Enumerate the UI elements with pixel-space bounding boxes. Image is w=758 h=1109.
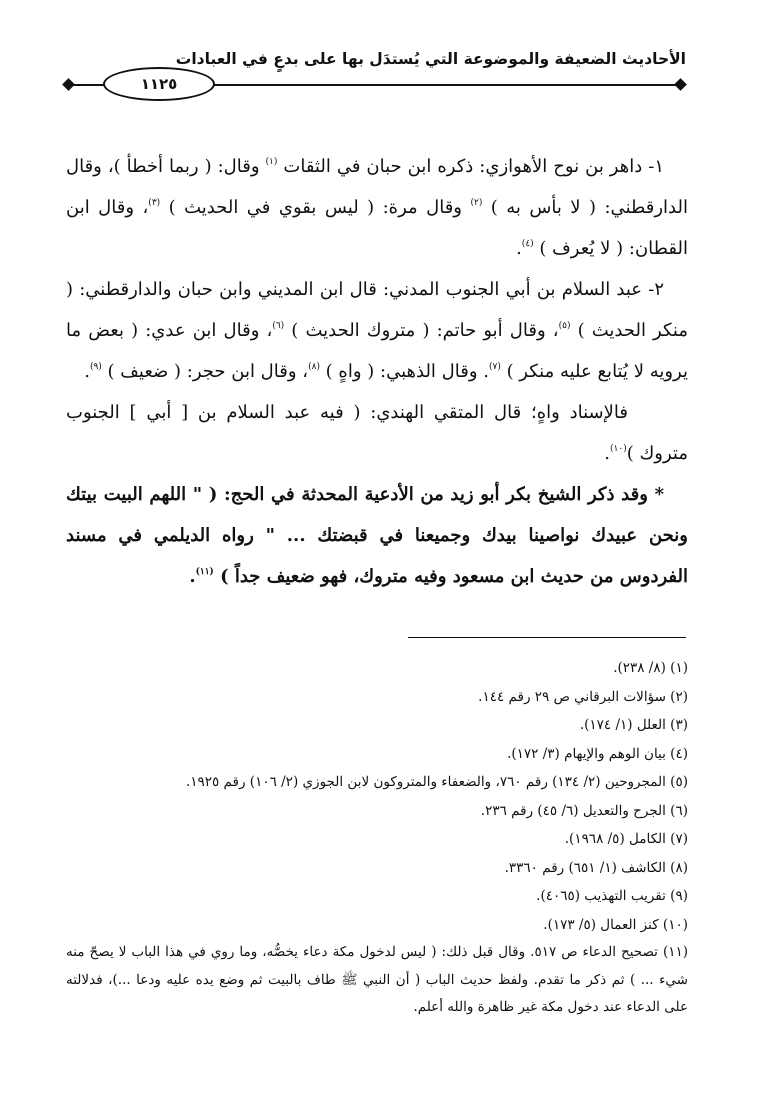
footnote-7: (٧) الكامل (٥/ ١٩٦٨).: [564, 831, 688, 847]
supplementary-note: * وقد ذكر الشيخ بكر أبو زيد من الأدعية المحدثة في الحج: ( " اللهم البيت بيتك ونحن عبيدك نواصينا بيدك وجميعنا في قبضتك ... " رواه الديلمي في مسند الفردوس من حديث ابن مسعود وفيه متروك، فهو ضعيف جداً ) $^{(١١)}$.: [66, 484, 688, 587]
footnote-ref-6[interactable]: (٦): [272, 321, 285, 331]
footnote-5: (٥) المجروحين (٢/ ١٣٤) رقم ٧٦٠، والضعفاء والمتروكون لابن الجوزي (٢/ ١٠٦) رقم ١٩٢٥.: [185, 774, 688, 790]
footnote-ref-5[interactable]: (٥): [558, 321, 571, 331]
isnad-conclusion: فالإسناد واهٍ؛ قال المتقي الهندي: ( فيه عبد السلام بن [ أبي ] الجنوب متروك )$^{(١٠)}$.: [66, 402, 688, 464]
footnote-ref-9[interactable]: (٩): [89, 362, 102, 372]
footnote-9: (٩) تقريب التهذيب (٤٠٦٥).: [536, 888, 688, 904]
running-header-title: الأحاديث الضعيفة والموضوعة التي يُستدَل بها على بدعٍ في العبادات: [175, 50, 686, 68]
footnote-10: (١٠) كنز العمال (٥/ ١٧٣).: [543, 916, 688, 933]
footnote-1: (١) (٨/ ٢٣٨).: [613, 660, 688, 676]
footnote-11: (١١) تصحيح الدعاء ص ٥١٧. وقال قبل ذلك: ( ليس لدخول مكة دعاء يخصُّه، وما روي في هذا الباب لا يصحّ منه شيء ... ) ثم ذكر ما تقدم. ولفظ حديث الباب ( أن النبي ﷺ طاف بالبيت ثم وضع يده عليه ودعا ...)، فدلالته على الدعاء عند دخول مكة غير ظاهرة والله أعلم.: [66, 944, 689, 1015]
footnote-2: (٢) سؤالات البرقاني ص ٢٩ رقم ١٤٤.: [478, 688, 688, 705]
page-number: ١١٢٥: [103, 67, 215, 101]
footnote-3: (٣) العلل (١/ ١٧٤).: [579, 717, 688, 733]
footnotes: [66, 654, 688, 1022]
main-text: [66, 146, 688, 597]
footnote-ref-8[interactable]: (٨): [308, 362, 320, 372]
footnote-6: (٦) الجرح والتعديل (٦/ ٤٥) رقم ٢٣٦.: [480, 802, 688, 819]
footnote-ref-4[interactable]: (٤): [521, 239, 534, 249]
footnote-separator: [408, 637, 686, 638]
narrator-entry-1: ١- داهر بن نوح الأهوازي: ذكره ابن حبان في الثقات $^{(١)}$ وقال: ( ربما أخطأ )، وقال الدارقطني: ( لا بأس به ) $^{(٢)}$ وقال مرة: ( ليس بقوي في الحديث ) $^{(٣)}$، وقال ابن القطان: ( لا يُعرف ) $^{(٤)}$.: [66, 156, 688, 259]
footnote-ref-7[interactable]: (٧): [488, 362, 501, 372]
footnote-8: (٨) الكاشف (١/ ٦٥١) رقم ٣٣٦٠.: [504, 859, 688, 876]
header-rule-right-diamond-icon: [674, 78, 687, 91]
footnote-4: (٤) بيان الوهم والإيهام (٣/ ١٧٢).: [507, 745, 688, 762]
footnote-ref-1[interactable]: (١): [265, 157, 278, 167]
footnote-ref-3[interactable]: (٣): [148, 198, 161, 208]
narrator-entry-2: ٢- عبد السلام بن أبي الجنوب المدني: قال ابن المديني وابن حبان والدارقطني: ( منكر الحديث ) $^{(٥)}$، وقال أبو حاتم: ( متروك الحديث ) $^{(٦)}$، وقال ابن عدي: ( بعض ما يرويه لا يُتابع عليه منكر ) $^{(٧)}$. وقال الذهبي: ( واهٍ ) $^{(٨)}$، وقال ابن حجر: ( ضعيف ) $^{(٩)}$.: [66, 279, 689, 382]
header-rule-left-diamond-icon: [62, 78, 75, 91]
footnote-ref-10[interactable]: (١٠): [610, 444, 627, 454]
footnote-ref-11[interactable]: (١١): [195, 567, 214, 577]
footnote-ref-2[interactable]: (٢): [470, 198, 483, 208]
